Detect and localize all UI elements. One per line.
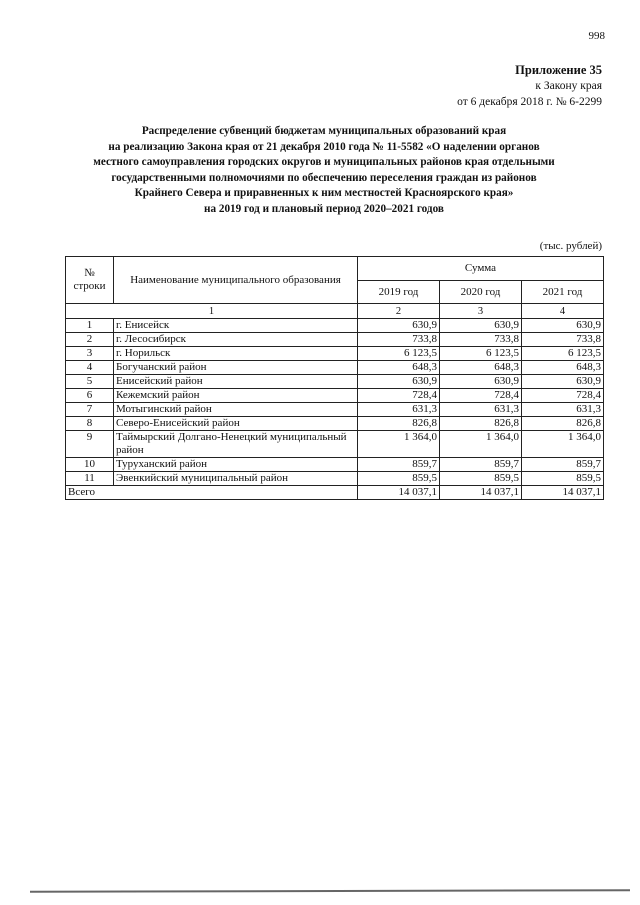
value-2020: 859,7 xyxy=(440,458,522,472)
header-row-number: № строки xyxy=(66,257,114,304)
total-label: Всего xyxy=(66,486,358,500)
value-2021: 728,4 xyxy=(522,389,604,403)
value-2019: 648,3 xyxy=(358,361,440,375)
table-row xyxy=(66,375,604,389)
document-title-line: на реализацию Закона края от 21 декабря 2010 года № 11-5582 «О наделении органов xyxy=(108,140,540,153)
table-row xyxy=(66,319,604,333)
value-2021: 630,9 xyxy=(522,319,604,333)
appendix-law-reference: к Закону края xyxy=(535,80,602,92)
table-row xyxy=(66,403,604,417)
header-year-2021: 2021 год xyxy=(522,281,604,304)
document-title xyxy=(30,124,618,217)
total-2020: 14 037,1 xyxy=(440,486,522,500)
value-2019: 826,8 xyxy=(358,417,440,431)
value-2021: 6 123,5 xyxy=(522,347,604,361)
subvention-table xyxy=(65,256,604,500)
row-number: 5 xyxy=(66,375,114,389)
municipality-name: Таймырский Долгано-Ненецкий муниципальный район xyxy=(114,431,358,458)
municipality-name: Эвенкийский муниципальный район xyxy=(114,472,358,486)
municipality-name: Кежемский район xyxy=(114,389,358,403)
table-row xyxy=(66,347,604,361)
table-row xyxy=(66,458,604,472)
value-2020: 631,3 xyxy=(440,403,522,417)
municipality-name: Туруханский район xyxy=(114,458,358,472)
total-row xyxy=(66,486,604,500)
header-name: Наименование муниципального образования xyxy=(114,257,358,304)
document-title-line: Распределение субвенций бюджетам муниципальных образований края xyxy=(141,125,507,137)
value-2020: 630,9 xyxy=(440,375,522,389)
document-title-line: Крайнего Севера и приравненных к ним местностей Красноярского края» xyxy=(134,187,514,199)
scan-edge-line xyxy=(30,889,630,893)
page-number: 998 xyxy=(588,30,605,42)
value-2021: 630,9 xyxy=(522,375,604,389)
appendix-law-date: от 6 декабря 2018 г. № 6-2299 xyxy=(457,96,602,108)
value-2021: 733,8 xyxy=(522,333,604,347)
municipality-name: Богучанский район xyxy=(114,361,358,375)
row-number: 10 xyxy=(66,458,114,472)
value-2020: 728,4 xyxy=(440,389,522,403)
municipality-name: Енисейский район xyxy=(114,375,358,389)
value-2019: 733,8 xyxy=(358,333,440,347)
municipality-name: г. Енисейск xyxy=(114,319,358,333)
value-2020: 733,8 xyxy=(440,333,522,347)
row-number: 8 xyxy=(66,417,114,431)
total-2019: 14 037,1 xyxy=(358,486,440,500)
header-col-number: 4 xyxy=(522,304,604,319)
table-footer xyxy=(66,486,604,500)
value-2019: 859,5 xyxy=(358,472,440,486)
row-number: 4 xyxy=(66,361,114,375)
document-title-line: государственными полномочиями по обеспечению переселения граждан из районов xyxy=(111,171,537,184)
value-2020: 6 123,5 xyxy=(440,347,522,361)
table-row xyxy=(66,431,604,458)
value-2021: 859,5 xyxy=(522,472,604,486)
header-sum: Сумма xyxy=(358,257,604,281)
table-row xyxy=(66,389,604,403)
value-2020: 630,9 xyxy=(440,319,522,333)
table-row xyxy=(66,361,604,375)
header-col-number: 2 xyxy=(358,304,440,319)
table-row xyxy=(66,333,604,347)
row-number: 7 xyxy=(66,403,114,417)
header-year-2019: 2019 год xyxy=(358,281,440,304)
row-number: 3 xyxy=(66,347,114,361)
municipality-name: Мотыгинский район xyxy=(114,403,358,417)
row-number: 11 xyxy=(66,472,114,486)
municipality-name: Северо-Енисейский район xyxy=(114,417,358,431)
row-number: 1 xyxy=(66,319,114,333)
value-2019: 728,4 xyxy=(358,389,440,403)
table-row xyxy=(66,472,604,486)
header-year-2020: 2020 год xyxy=(440,281,522,304)
value-2019: 630,9 xyxy=(358,319,440,333)
value-2019: 630,9 xyxy=(358,375,440,389)
header-col-number: 1 xyxy=(66,304,358,319)
municipality-name: г. Лесосибирск xyxy=(114,333,358,347)
appendix-title: Приложение 35 xyxy=(515,63,602,77)
document-title-line: на 2019 год и плановый период 2020–2021 годов xyxy=(204,202,444,215)
row-number: 9 xyxy=(66,431,114,458)
document-title-line: местного самоуправления городских округов и муниципальных районов края отдельными xyxy=(93,156,555,168)
value-2019: 859,7 xyxy=(358,458,440,472)
value-2021: 826,8 xyxy=(522,417,604,431)
value-2020: 826,8 xyxy=(440,417,522,431)
value-2021: 859,7 xyxy=(522,458,604,472)
row-number: 2 xyxy=(66,333,114,347)
table-row xyxy=(66,417,604,431)
value-2020: 1 364,0 xyxy=(440,431,522,458)
header-col-number: 3 xyxy=(440,304,522,319)
value-2019: 6 123,5 xyxy=(358,347,440,361)
row-number: 6 xyxy=(66,389,114,403)
total-2021: 14 037,1 xyxy=(522,486,604,500)
table-body xyxy=(66,319,604,486)
municipality-name: г. Норильск xyxy=(114,347,358,361)
units-label: (тыс. рублей) xyxy=(539,240,602,252)
value-2021: 631,3 xyxy=(522,403,604,417)
value-2019: 1 364,0 xyxy=(358,431,440,458)
value-2021: 1 364,0 xyxy=(522,431,604,458)
value-2019: 631,3 xyxy=(358,403,440,417)
table-header xyxy=(66,257,604,319)
value-2020: 648,3 xyxy=(440,361,522,375)
appendix-header xyxy=(457,62,602,110)
value-2020: 859,5 xyxy=(440,472,522,486)
value-2021: 648,3 xyxy=(522,361,604,375)
